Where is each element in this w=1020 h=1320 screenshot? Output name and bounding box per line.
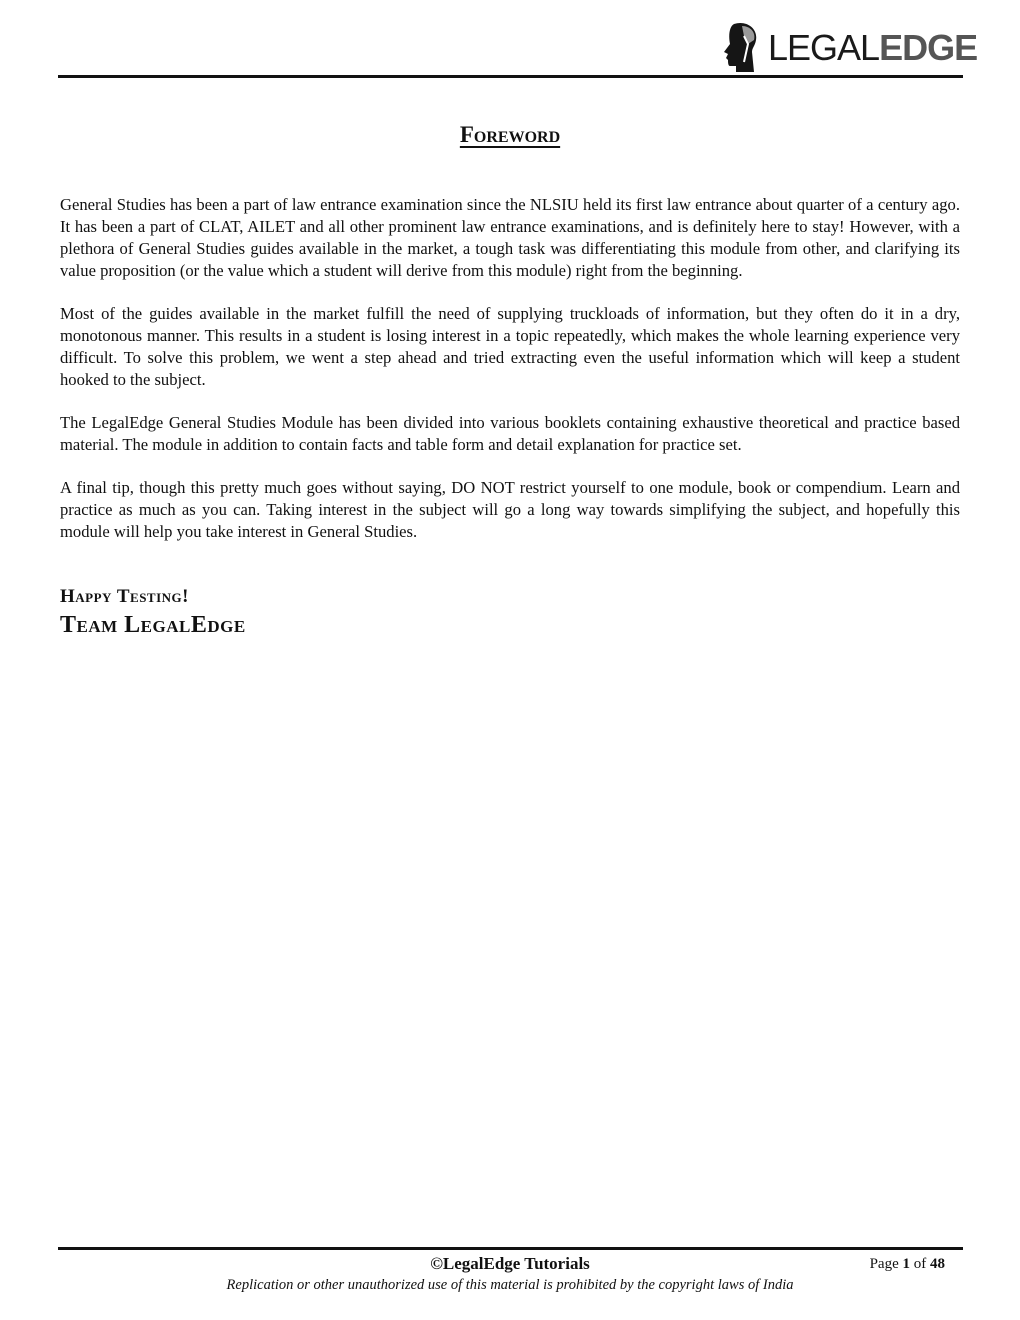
paragraph: A final tip, though this pretty much goes without saying, DO NOT restrict yourself to one module, book or compendium. Learn and practice as much as you can. Taking interest in the subject will go a long way towards simplifying the subject, and hopefully this module will help you take interest in General Studies. — [60, 478, 960, 541]
foreword-body — [60, 194, 960, 564]
head-silhouette-icon — [722, 22, 762, 74]
page-of: of — [910, 1256, 930, 1272]
paragraph: The LegalEdge General Studies Module has been divided into various booklets containing exhaustive theoretical and practice based material. The module in addition to contain facts and table form and detail explanation for practice set. — [60, 413, 960, 454]
copyright-notice: Replication or other unauthorized use of this material is prohibited by the copyright laws of India — [226, 1277, 794, 1293]
signoff-greeting: Happy Testing! — [60, 586, 189, 607]
signoff-team: Team LegalEdge — [60, 612, 246, 638]
paragraph: Most of the guides available in the market fulfill the need of supplying truckloads of information, but they often do it in a dry, monotonous manner. This results in a student is losing interest in a topic repeatedly, which makes the whole learning experience very difficult. To solve this problem, we went a step ahead and tried extracting even the useful information which will keep a student hooked to the subject. — [60, 304, 960, 389]
paragraph: General Studies has been a part of law entrance examination since the NLSIU held its first law entrance about quarter of a century ago. It has been a part of CLAT, AILET and all other prominent law entrance examinations, and is definitely here to stay! However, with a plethora of General Studies guides available in the market, a tough task was differentiating this module from other, and clarifying its value proposition (or the value which a student will derive from this module) right from the beginning. — [60, 195, 960, 280]
page-number — [870, 1256, 945, 1273]
footer-copyright: ©LegalEdge Tutorials — [430, 1254, 590, 1273]
page-current: 1 — [902, 1256, 910, 1272]
logo-wordmark: LEGALEDGE — [768, 27, 978, 68]
header-divider — [58, 75, 963, 78]
page-total: 48 — [930, 1256, 945, 1272]
legaledge-logo — [722, 22, 977, 74]
page-title: Foreword — [459, 122, 561, 147]
footer-divider — [58, 1247, 963, 1250]
page-label: Page — [869, 1256, 903, 1272]
